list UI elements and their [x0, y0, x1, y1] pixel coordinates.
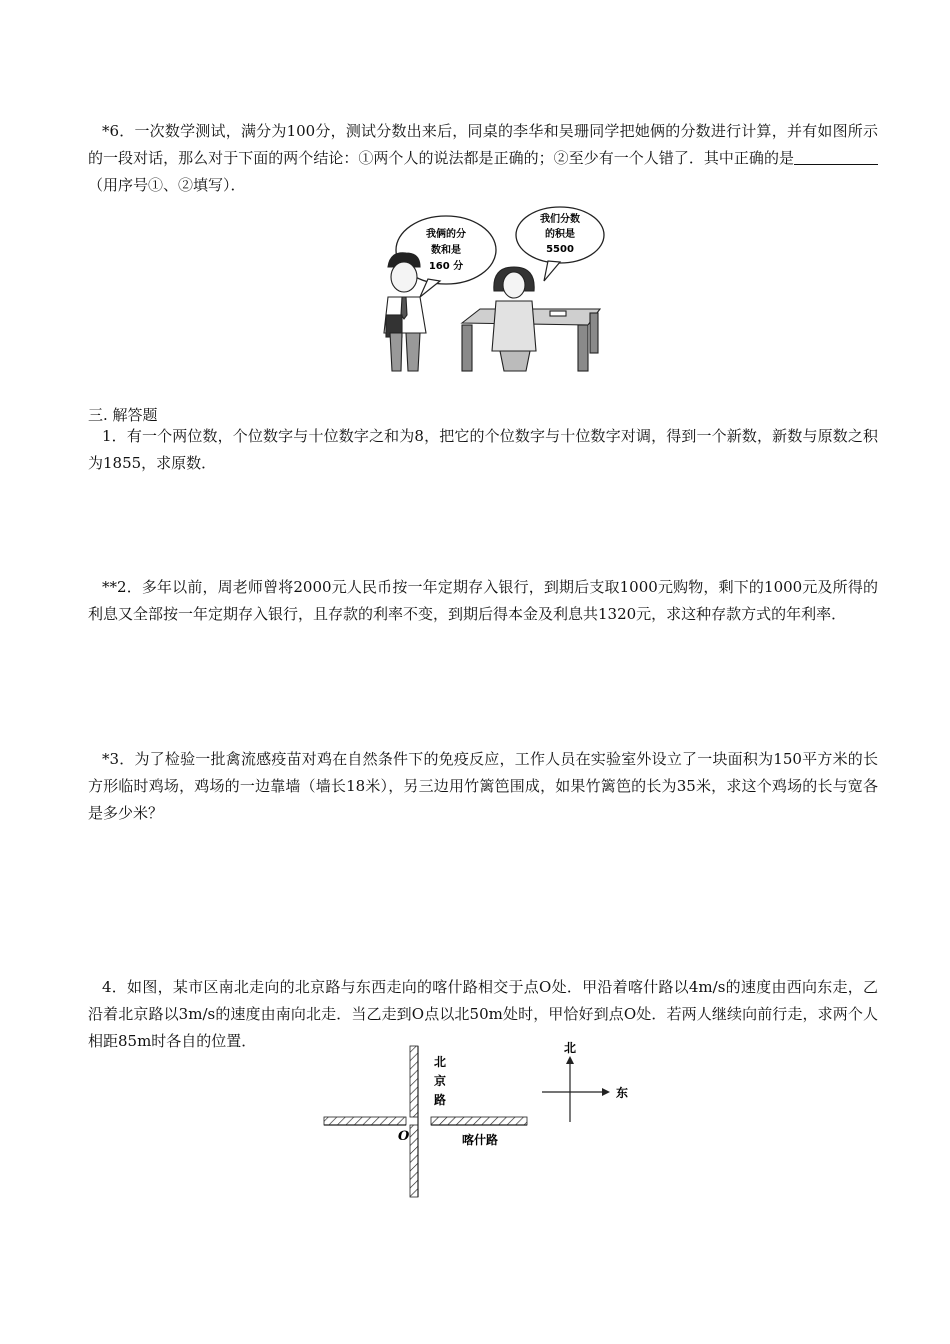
- compass: [542, 1056, 610, 1122]
- question-6-text-end: （用序号①、②填写）．: [88, 176, 246, 194]
- road-ew-label: 喀什路: [461, 1133, 499, 1147]
- beijing-road: [410, 1046, 418, 1197]
- question-6: [88, 118, 878, 199]
- section-title: 三. 解答题: [88, 406, 158, 424]
- girl-figure: [492, 267, 536, 371]
- problem-1: 1．有一个两位数，个位数字与十位数字之和为8，把它的个位数字与十位数字对调，得到一个新数，新数与原数之积为1855，求原数．: [88, 427, 878, 472]
- road-ns-label-3: 路: [433, 1093, 447, 1107]
- bubble-right-line-3: 5500: [546, 244, 574, 255]
- compass-north-label: 北: [563, 1041, 577, 1055]
- bubble-left-line-2: 数和是: [431, 245, 461, 256]
- bubble-left-line-1: 我俩的分: [426, 229, 466, 240]
- problem-3: *3．为了检验一批禽流感疫苗对鸡在自然条件下的免疫反应，工作人员在实验室外设立了一块面积为150平方米的长方形临时鸡场，鸡场的一边靠墙（墙长18米），另三边用竹篱笆围成，如果竹篱笆的长为35米，求这个鸡场的长与宽各是多少米？: [88, 750, 878, 822]
- dialogue-illustration: [380, 205, 610, 373]
- bubble-left-line-3: 160 分: [428, 261, 464, 272]
- road-map-diagram: [320, 1040, 640, 1200]
- answer-blank[interactable]: [794, 150, 878, 165]
- problem-2: **2．多年以前，周老师曾将2000元人民币按一年定期存入银行，到期后支取1000元购物，剩下的1000元及所得的利息又全部按一年定期存入银行，且存款的利率不变，到期后得本金及利息共1320元，求这种存款方式的年利率．: [88, 578, 878, 623]
- road-ns-label-2: 京: [433, 1074, 447, 1088]
- bubble-right-line-2: 的积是: [545, 229, 575, 240]
- bubble-right-line-1: 我们分数: [540, 214, 580, 225]
- question-6-text: *6．一次数学测试，满分为100分，测试分数出来后，同桌的李华和吴珊同学把她俩的分数进行计算，并有如图所示的一段对话，那么对于下面的两个结论：①两个人的说法都是正确的；②至少有一个人错了．其中正确的是: [88, 122, 878, 167]
- compass-east-label: 东: [615, 1086, 629, 1100]
- road-ns-label-1: 北: [433, 1055, 447, 1069]
- problem-4: 4．如图，某市区南北走向的北京路与东西走向的喀什路相交于点O处．甲沿着喀什路以4m/s的速度由西向东走，乙沿着北京路以3m/s的速度由南向北走．当乙走到O点以北50m处时，甲恰好到点O处．若两人继续向前行走，求两个人相距85m时各自的位置．: [88, 978, 878, 1050]
- origin-label: O: [398, 1129, 410, 1144]
- kashi-road: [324, 1117, 527, 1125]
